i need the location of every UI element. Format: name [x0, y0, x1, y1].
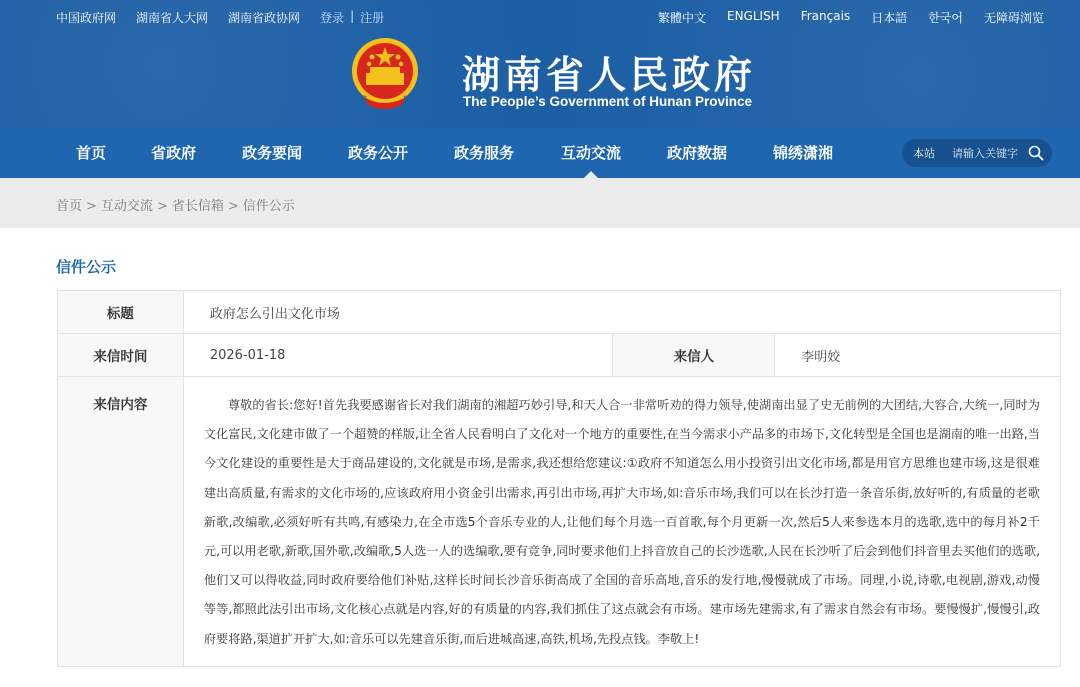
site-search — [902, 139, 1052, 167]
nav-government-news[interactable]: 政务要闻 — [242, 144, 303, 162]
login-separator: | — [350, 9, 355, 23]
section-title: 信件公示 — [56, 258, 117, 276]
breadcrumb-governor-mailbox[interactable]: 省长信箱 — [171, 199, 224, 214]
breadcrumb-interaction[interactable]: 互动交流 — [100, 199, 153, 214]
date-label: 来信时间 — [58, 334, 184, 377]
login-link[interactable]: 登录 — [320, 11, 345, 25]
top-links-left — [56, 9, 390, 26]
sender-value: 李明姣 — [775, 334, 1061, 377]
top-bar — [56, 9, 1044, 25]
link-gov-cn[interactable]: 中国政府网 — [56, 11, 117, 25]
nav-provincial-government[interactable]: 省政府 — [151, 144, 197, 162]
letter-table — [57, 290, 1061, 667]
site-subtitle: The People’s Government of Hunan Province — [463, 94, 753, 109]
breadcrumb-separator: > — [227, 199, 239, 214]
nav-government-data[interactable]: 政府数据 — [667, 144, 728, 162]
national-emblem-icon — [350, 37, 420, 113]
title-value: 政府怎么引出文化市场 — [183, 291, 1060, 334]
letter-meta-row — [58, 334, 1061, 377]
letter-content — [183, 377, 1060, 667]
breadcrumb — [56, 195, 295, 214]
search-scope[interactable]: 本站 — [913, 147, 935, 160]
site-header — [0, 0, 1080, 128]
lang-french[interactable]: Français — [800, 9, 851, 23]
language-links — [658, 9, 1044, 26]
accessibility-link[interactable]: 无障碍浏览 — [983, 11, 1044, 25]
content-label: 来信内容 — [58, 377, 184, 667]
nav-government-services[interactable]: 政务服务 — [454, 144, 515, 162]
register-link[interactable]: 注册 — [360, 11, 385, 25]
lang-korean[interactable]: 한국어 — [928, 11, 963, 25]
breadcrumb-separator: > — [156, 199, 168, 214]
nav-splendid-xiaoxiang[interactable]: 锦绣潇湘 — [773, 144, 834, 162]
breadcrumb-separator: > — [86, 199, 97, 214]
letter-body-text: 尊敬的省长:您好!首先我要感谢省长对我们湖南的湘超巧妙引导,和天人合一非常听劝的得力领导,使湖南出显了史无前例的大团结,大容合,大统一,同时为文化富民,文化建市做了一个超赞的样版,让全省人民看明白了文化对一个地方的重要性,在当今需求小产品多的市场下,文化转型是全国也是湖南的唯一出路,当今文化建设的重要性是大于商品建设的,文化就是市场,是需求,我还想给您建议:①政府不知道怎么用小投资引出文化市场,都是用官方思维也建市场,这是很难建出高质量,有需求的文化市场的,应该政府用小资金引出需求,再引出市场,再扩大市场,如:音乐市场,我们可以在长沙打造一条音乐街,放好听的,有质量的老歌新歌,改编歌,必须好听有共鸣,有感染力,在全市选5个音乐专业的人,让他们每个月选一百首歌,每个月更新一次,然后5人来参选本月的选歌,选中的每月补2千元,可以用老歌,新歌,国外歌,改编歌,5人选一人的选编歌,要有竞争,同时要求他们上抖音放自己的长沙选歌,人民在长沙听了后会到他们抖音里去买他们的选歌,他们又可以得收益,同时政府要给他们补贴,这样长时间长沙音乐街高成了全国的音乐高地,音乐的发行地,慢慢就成了市场。同理,小说,诗歌,电视剧,游戏,动慢等等,都照此法引出市场,文化核心点就是内容,好的有质量的内容,我们抓住了这点就会有市场。建市场先建需求,有了需求自然会有市场。要慢慢扩,慢慢引,政府要将路,渠道扩开扩大,如:音乐可以先建音乐街,而后进城高速,高铁,机场,先投点钱。李敬上! — [203, 398, 1040, 646]
nav-government-disclosure[interactable]: 政务公开 — [348, 144, 409, 162]
lang-traditional-chinese[interactable]: 繁體中文 — [657, 11, 706, 25]
date-value: 2026-01-18 — [183, 334, 613, 377]
nav-interaction[interactable]: 互动交流 — [561, 128, 621, 178]
letter-content-row — [58, 377, 1061, 667]
search-icon[interactable] — [1028, 145, 1044, 161]
link-cppcc-hunan[interactable]: 湖南省政协网 — [228, 11, 301, 25]
link-npc-hunan[interactable]: 湖南省人大网 — [136, 11, 209, 25]
nav-home[interactable]: 首页 — [76, 144, 107, 162]
letter-title-row — [58, 291, 1061, 334]
lang-english[interactable]: ENGLISH — [726, 9, 780, 23]
lang-japanese[interactable]: 日本語 — [871, 11, 908, 25]
breadcrumb-letter-publicity[interactable]: 信件公示 — [242, 199, 295, 214]
title-label: 标题 — [58, 291, 184, 334]
search-input[interactable] — [952, 143, 1028, 163]
breadcrumb-home[interactable]: 首页 — [56, 199, 83, 214]
main-nav — [0, 128, 1080, 178]
sender-label: 来信人 — [613, 334, 775, 377]
breadcrumb-bar — [0, 178, 1080, 228]
site-title: 湖南省人民政府 — [462, 53, 757, 97]
